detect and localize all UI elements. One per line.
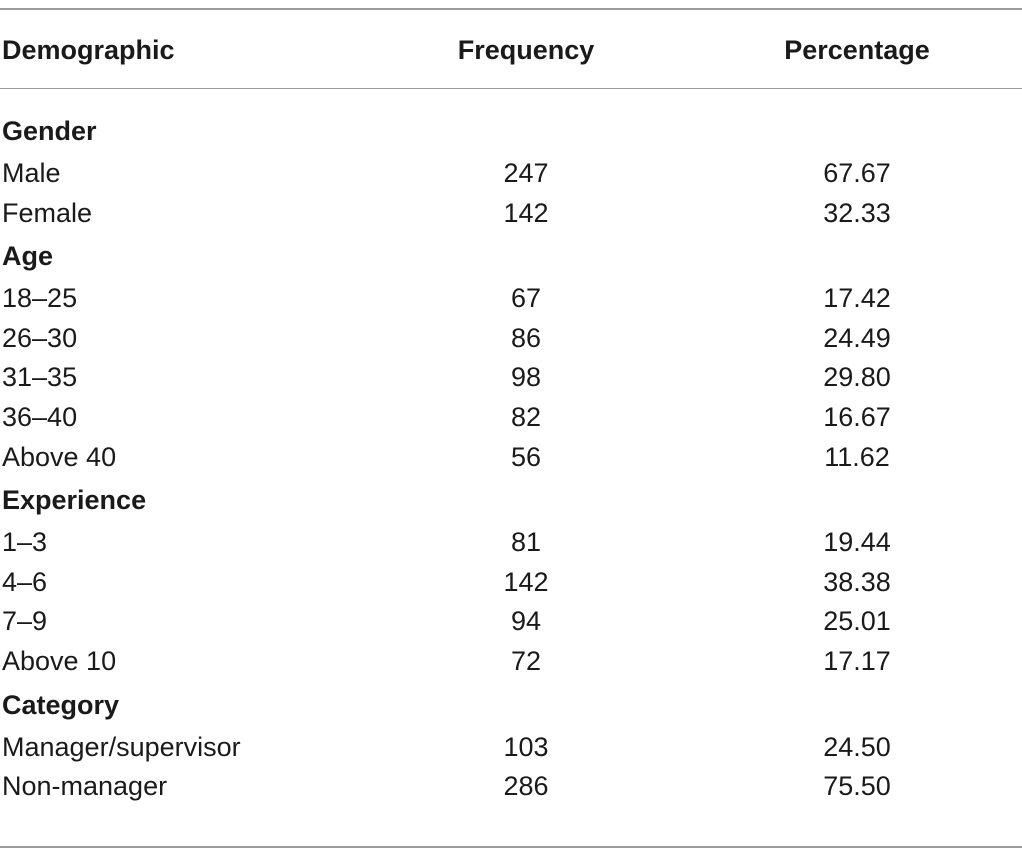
row-frequency: 247 (503, 158, 549, 188)
table-bottom-rule (0, 846, 1022, 848)
row-percentage: 67.67 (823, 158, 891, 188)
row-percentage: 24.50 (823, 731, 891, 762)
row-frequency: 142 (503, 566, 549, 597)
row-label: Male (2, 158, 61, 188)
row-frequency: 82 (510, 401, 542, 432)
row-label: 31–35 (2, 362, 78, 393)
row-percentage: 17.42 (823, 283, 891, 314)
row-percentage: 25.01 (823, 606, 891, 637)
section-title: Gender (2, 116, 97, 146)
header-frequency: Frequency (457, 35, 595, 65)
row-percentage: 17.17 (823, 645, 891, 676)
row-label: 26–30 (2, 322, 78, 353)
table-row (0, 563, 1022, 603)
table-header-row (0, 30, 1022, 70)
row-frequency: 103 (503, 731, 549, 762)
row-frequency: 81 (510, 527, 542, 558)
row-label: 1–3 (2, 527, 48, 558)
row-frequency: 94 (510, 606, 542, 637)
row-percentage: 75.50 (823, 771, 891, 802)
table-body (0, 108, 1022, 807)
row-label: 36–40 (2, 401, 78, 432)
row-label: Female (2, 197, 93, 228)
table-row (0, 602, 1022, 642)
header-demographic: Demographic (2, 35, 175, 65)
table-header-rule (0, 88, 1022, 89)
row-frequency: 286 (503, 771, 549, 802)
table-row (0, 728, 1022, 768)
table-row (0, 438, 1022, 478)
table-row (0, 358, 1022, 398)
row-frequency: 72 (510, 645, 542, 676)
section-category (0, 682, 1022, 807)
table-row (0, 319, 1022, 359)
row-percentage: 16.67 (823, 401, 891, 432)
row-label: Manager/supervisor (2, 731, 241, 762)
table-row (0, 398, 1022, 438)
table-row (0, 194, 1022, 234)
row-percentage: 38.38 (823, 566, 891, 597)
section-age (0, 233, 1022, 477)
row-label: 4–6 (2, 566, 48, 597)
row-label: Above 40 (2, 441, 117, 472)
row-frequency: 67 (510, 283, 542, 314)
table-row (0, 767, 1022, 807)
section-gender (0, 108, 1022, 233)
section-title: Age (2, 241, 54, 272)
section-title: Experience (2, 485, 147, 516)
table-row (0, 523, 1022, 563)
row-label: Above 10 (2, 645, 117, 676)
row-label: Non-manager (2, 771, 168, 802)
row-frequency: 98 (510, 362, 542, 393)
row-frequency: 86 (510, 322, 542, 353)
row-percentage: 11.62 (824, 441, 890, 472)
row-label: 18–25 (2, 283, 78, 314)
row-percentage: 24.49 (823, 322, 891, 353)
row-percentage: 19.44 (823, 527, 891, 558)
row-frequency: 56 (510, 441, 542, 472)
table-row (0, 279, 1022, 319)
row-label: 7–9 (2, 606, 48, 637)
row-frequency: 142 (503, 197, 549, 228)
table-row (0, 642, 1022, 682)
header-percentage: Percentage (784, 35, 930, 65)
section-title: Category (2, 689, 120, 720)
table-row (0, 154, 1022, 194)
row-percentage: 32.33 (823, 197, 891, 228)
section-experience (0, 477, 1022, 681)
table-top-rule (0, 8, 1022, 10)
row-percentage: 29.80 (823, 362, 891, 393)
